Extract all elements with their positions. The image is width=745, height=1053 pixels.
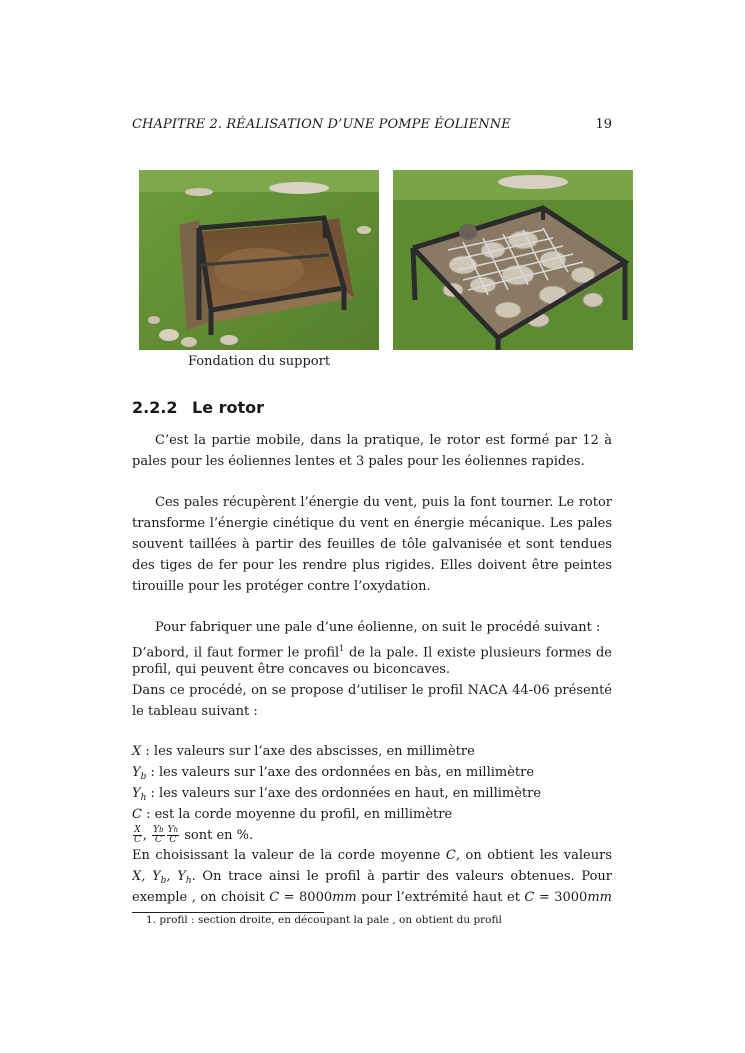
definition-yh: $Y_h$ : les valeurs sur l’axe des ordonnées en haut, en millimètre: [132, 786, 542, 803]
text-fragment: de la pale. Il existe plusieurs formes de: [344, 645, 612, 659]
paragraph-line: exemple , on choisit C = 8000mm pour l’extrémité haut et C = 3000mm: [132, 890, 612, 905]
paragraph-line: Dans ce procédé, on se propose d’utiliser le profil NACA 44-06 présenté: [132, 683, 612, 698]
fraction-yb-over-c: $\frac{Yb}{C}$: [153, 825, 164, 845]
definition-ratios: $\frac{X}{C}$ , $\frac{Yb}{C}$ $\frac{Yh}{C}$ sont en %.: [134, 825, 254, 845]
footnote: 1. profil : section droite, en découpant la pale , on obtient du profil: [146, 914, 502, 926]
figure-caption: Fondation du support: [188, 354, 331, 369]
paragraph-line: En choisissant la valeur de la corde moyenne C, on obtient les valeurs: [132, 848, 612, 863]
running-head: CHAPITRE 2. RÉALISATION D’UNE POMPE ÉOLIENNE: [132, 117, 511, 132]
definition-yb: $Y_b$ : les valeurs sur l’axe des ordonnées en bàs, en millimètre: [132, 765, 535, 782]
foundation-photo-left: [139, 170, 379, 350]
section-title: Le rotor: [192, 398, 265, 417]
section-number: 2.2.2: [132, 398, 178, 417]
paragraph-line: tirouille pour les protéger contre l’oxydation.: [132, 579, 431, 594]
definition-x: X : les valeurs sur l’axe des abscisses, en millimètre: [132, 744, 475, 759]
paragraph-line: le tableau suivant :: [132, 704, 258, 719]
paragraph-blades: [132, 492, 612, 597]
paragraph-line: profil, qui peuvent être concaves ou biconcaves.: [132, 662, 451, 677]
paragraph-line: des tiges de fer pour les rendre plus rigides. Elles doivent être peintes: [132, 558, 612, 573]
paragraph-chord-values: [132, 845, 612, 908]
foundation-photo-right: [393, 170, 633, 350]
definition-c: C : est la corde moyenne du profil, en millimètre: [132, 807, 453, 822]
paragraph-line: Pour fabriquer une pale d’une éolienne, on suit le procédé suivant :: [155, 620, 601, 635]
fraction-yh-over-c: $\frac{Yh}{C}$: [167, 825, 179, 845]
paragraph-line: [132, 638, 612, 659]
paragraph-line: souvent taillées à partir des feuilles de tôle galvanisée et sont tendues: [132, 537, 612, 552]
paragraph-line: C’est la partie mobile, dans la pratique, le rotor est formé par 12 à: [155, 433, 612, 448]
section-heading: [132, 398, 264, 417]
paragraph-rotor-definition: [132, 430, 612, 472]
variable-definitions: [132, 741, 612, 846]
text-fragment: D’abord, il faut former le profil: [132, 645, 340, 659]
paragraph-line: Ces pales récupèrent l’énergie du vent, puis la font tourner. Le rotor: [155, 495, 612, 510]
page-number: 19: [595, 117, 612, 132]
footnote-reference: 1: [339, 644, 345, 653]
paragraph-line: X, $Y_b$, $Y_h$. On trace ainsi le profil à partir des valeurs obtenues. Pour: [132, 869, 612, 886]
fraction-x-over-c: $\frac{X}{C}$: [134, 825, 141, 845]
paragraph-line: transforme l’énergie cinétique du vent en énergie mécanique. Les pales: [132, 516, 612, 531]
paragraph-procedure: [132, 617, 612, 722]
footnote-rule: [132, 912, 324, 913]
paragraph-line: pales pour les éoliennes lentes et 3 pales pour les éoliennes rapides.: [132, 454, 585, 469]
